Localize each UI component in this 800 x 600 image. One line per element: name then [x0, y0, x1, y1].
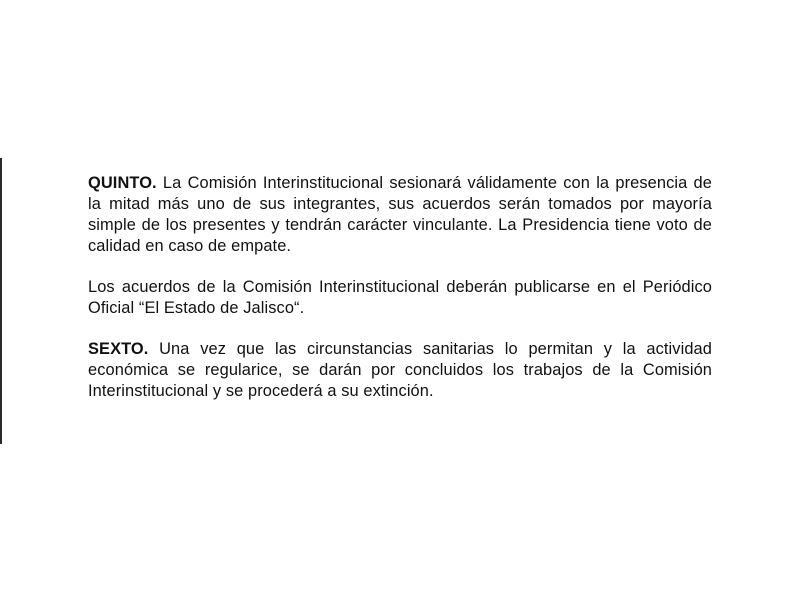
scan-edge-line — [0, 158, 2, 444]
paragraph-sexto-text: Una vez que las circunstancias sanitarias lo permitan y la actividad económica se regularice, se darán por concluidos los trabajos de la Comisión Interinstitucional y se procederá a su extinción. — [88, 340, 712, 400]
paragraph-acuerdos-text: Los acuerdos de la Comisión Interinstitucional deberán publicarse en el Periódico Oficial “El Estado de Jalisco“. — [88, 278, 712, 317]
paragraph-quinto — [88, 173, 712, 257]
paragraph-sexto — [88, 339, 712, 402]
heading-quinto: QUINTO. — [88, 174, 157, 192]
document-body — [88, 173, 712, 422]
paragraph-quinto-text: La Comisión Interinstitucional sesionará válidamente con la presencia de la mitad más uno de sus integrantes, sus acuerdos serán tomados por mayoría simple de los presentes y tendrán carácter vinculante. La Presidencia tiene voto de calidad en caso de empate. — [88, 174, 712, 255]
paragraph-acuerdos — [88, 277, 712, 319]
heading-sexto: SEXTO. — [88, 340, 149, 358]
